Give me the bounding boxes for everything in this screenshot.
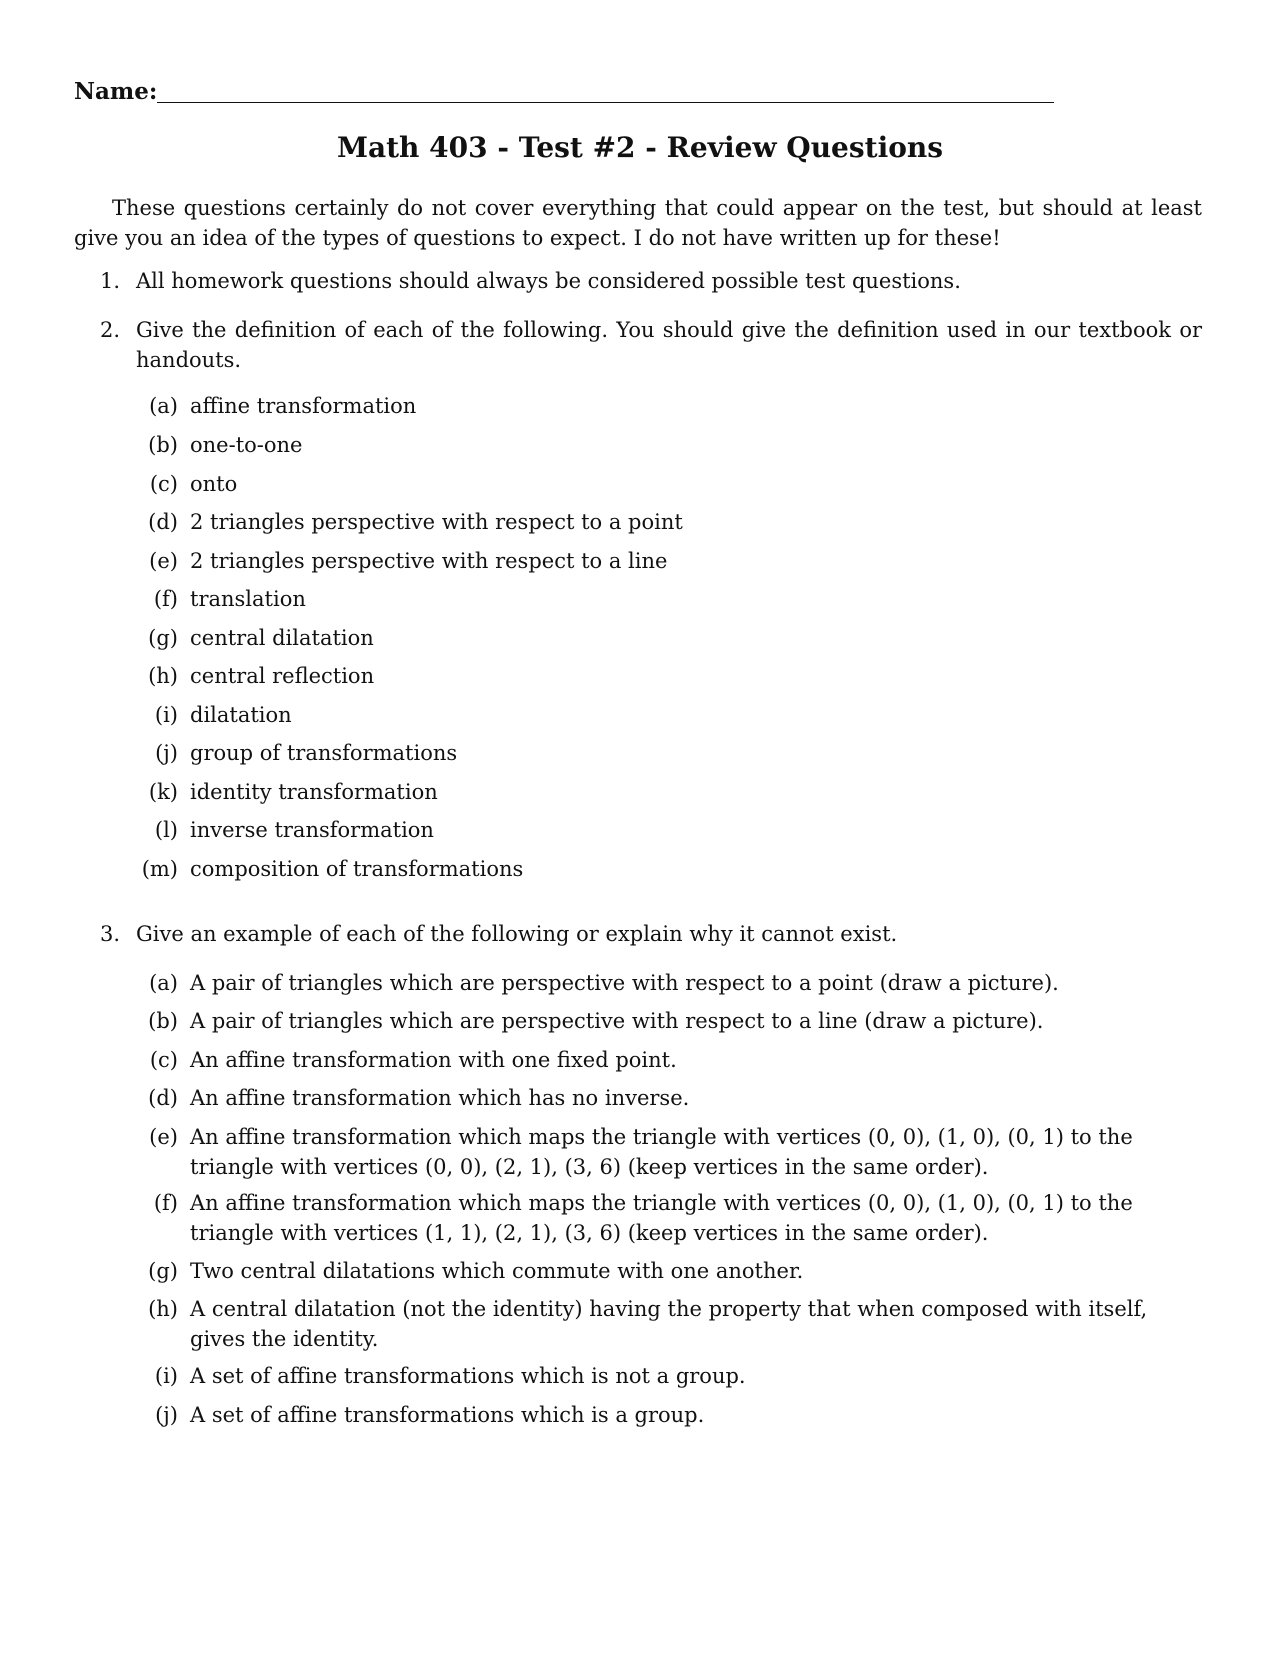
item-text: A set of affine transformations which is not a group. <box>190 1364 746 1388</box>
item-text: one-to-one <box>190 433 303 457</box>
item-text: A central dilatation (not the identity) having the property that when composed with itself, gives the identity. <box>190 1297 1148 1351</box>
list-item <box>136 777 1202 807</box>
question-3 <box>100 919 1202 949</box>
item-label: (e) <box>149 549 178 573</box>
item-text: composition of transformations <box>190 857 524 881</box>
item-text: onto <box>190 472 238 496</box>
question-text: Give the definition of each of the following. You should give the definition used in our textbook or handouts. <box>136 318 1202 372</box>
item-text: group of transformations <box>190 741 458 765</box>
item-text: identity transformation <box>190 780 438 804</box>
item-text: 2 triangles perspective with respect to a line <box>190 549 668 573</box>
item-text: inverse transformation <box>190 818 434 842</box>
item-label: (i) <box>154 703 178 727</box>
item-label: (i) <box>154 1364 178 1388</box>
question-1 <box>100 266 1202 296</box>
name-underline <box>157 101 1054 103</box>
item-label: (a) <box>149 394 178 418</box>
page-title: Math 403 - Test #2 - Review Questions <box>336 131 944 164</box>
item-label: (j) <box>155 1403 178 1427</box>
item-label: (f) <box>153 1191 178 1215</box>
item-text: dilatation <box>190 703 292 727</box>
question-number: 1. <box>100 269 121 293</box>
item-label: (g) <box>148 626 178 650</box>
item-text: affine transformation <box>190 394 417 418</box>
item-label: (h) <box>148 664 178 688</box>
item-label: (g) <box>148 1259 178 1283</box>
question-number: 3. <box>100 922 121 946</box>
item-text: Two central dilatations which commute with one another. <box>190 1259 804 1283</box>
item-label: (h) <box>148 1297 178 1321</box>
item-label: (m) <box>141 857 178 881</box>
list-item <box>136 1361 1202 1391</box>
item-label: (a) <box>149 971 178 995</box>
item-text: A set of affine transformations which is a group. <box>190 1403 705 1427</box>
item-label: (l) <box>154 818 178 842</box>
list-item <box>136 1188 1202 1248</box>
item-text: translation <box>190 587 306 611</box>
item-label: (b) <box>148 1009 178 1033</box>
list-item <box>136 507 1202 537</box>
list-item <box>136 1122 1202 1182</box>
list-item <box>136 854 1202 884</box>
list-item <box>136 1294 1202 1354</box>
list-item <box>136 623 1202 653</box>
item-text: central reflection <box>190 664 375 688</box>
question-2 <box>100 315 1202 375</box>
list-item <box>136 584 1202 614</box>
item-text: A pair of triangles which are perspective with respect to a line (draw a picture). <box>190 1009 1044 1033</box>
item-label: (d) <box>148 510 178 534</box>
item-label: (k) <box>148 780 178 804</box>
list-item <box>136 661 1202 691</box>
item-text: central dilatation <box>190 626 374 650</box>
item-label: (d) <box>148 1086 178 1110</box>
item-text: An affine transformation with one fixed point. <box>190 1048 677 1072</box>
name-field <box>74 76 1054 106</box>
list-item <box>136 968 1202 998</box>
list-item <box>136 738 1202 768</box>
question-text: All homework questions should always be considered possible test questions. <box>136 269 961 293</box>
item-text: A pair of triangles which are perspective with respect to a point (draw a picture). <box>190 971 1059 995</box>
intro-paragraph: These questions certainly do not cover everything that could appear on the test, but should at least give you an idea of the types of questions to expect. I do not have written up for these! <box>74 196 1202 250</box>
item-label: (f) <box>153 587 178 611</box>
list-item <box>136 1400 1202 1430</box>
item-text: 2 triangles perspective with respect to a point <box>190 510 683 534</box>
list-item <box>136 430 1202 460</box>
list-item <box>136 1006 1202 1036</box>
list-item <box>136 546 1202 576</box>
question-text: Give an example of each of the following or explain why it cannot exist. <box>136 922 898 946</box>
name-label: Name: <box>74 78 158 105</box>
item-text: An affine transformation which maps the triangle with vertices (0, 0), (1, 0), (0, 1) to the triangle with vertices (1, 1), (2, 1), (3, 6) (keep vertices in the same order). <box>190 1191 1133 1245</box>
item-text: An affine transformation which maps the triangle with vertices (0, 0), (1, 0), (0, 1) to the triangle with vertices (0, 0), (2, 1), (3, 6) (keep vertices in the same order). <box>190 1125 1133 1179</box>
question-number: 2. <box>100 318 121 342</box>
list-item <box>136 1256 1202 1286</box>
list-item <box>136 391 1202 421</box>
item-label: (e) <box>149 1125 178 1149</box>
item-label: (c) <box>149 1048 178 1072</box>
item-text: An affine transformation which has no inverse. <box>190 1086 690 1110</box>
list-item <box>136 700 1202 730</box>
item-label: (c) <box>149 472 178 496</box>
list-item <box>136 1045 1202 1075</box>
list-item <box>136 815 1202 845</box>
list-item <box>136 469 1202 499</box>
item-label: (j) <box>155 741 178 765</box>
item-label: (b) <box>148 433 178 457</box>
list-item <box>136 1083 1202 1113</box>
